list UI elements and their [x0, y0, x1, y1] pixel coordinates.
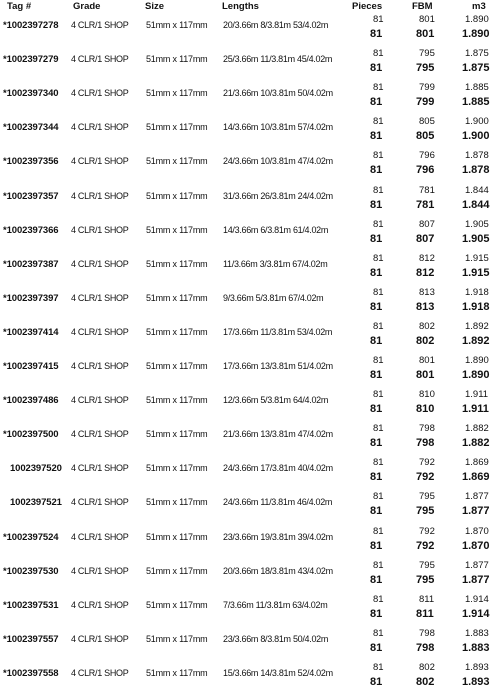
- row-grade: 4 CLR/1 SHOP: [71, 531, 129, 542]
- row-pieces: 81: [373, 355, 384, 366]
- row-fbm-total: 796: [416, 164, 435, 177]
- row-fbm: 795: [419, 559, 435, 571]
- row-fbm-total: 801: [416, 28, 435, 40]
- row-pieces-total: 81: [370, 403, 383, 416]
- header-m3: m3: [472, 1, 486, 12]
- table-row: [0, 150, 499, 184]
- row-fbm-total: 807: [416, 232, 435, 245]
- row-pieces-total: 81: [370, 607, 383, 620]
- row-size: 51mm x 117mm: [146, 292, 208, 303]
- row-fbm: 781: [419, 184, 435, 196]
- row-m3: 1.869: [465, 457, 489, 469]
- row-pieces-total: 81: [370, 96, 383, 109]
- row-grade: 4 CLR/1 SHOP: [71, 326, 129, 337]
- row-m3-total: 1.877: [462, 505, 490, 518]
- row-tag: *1002397531: [3, 599, 59, 611]
- row-fbm: 813: [419, 286, 435, 298]
- row-m3-total: 1.914: [462, 607, 490, 620]
- row-tag: *1002397557: [3, 633, 59, 645]
- row-fbm-total: 810: [416, 403, 435, 416]
- row-tag: *1002397486: [3, 395, 59, 407]
- row-m3-total: 1.844: [462, 198, 490, 211]
- row-grade: 4 CLR/1 SHOP: [71, 361, 129, 371]
- header-pieces: Pieces: [352, 1, 383, 12]
- header-lengths: Lengths: [222, 1, 259, 12]
- row-tag: *1002397357: [3, 190, 59, 202]
- row-lengths: 21/3.66m 13/3.81m 47/4.02m: [223, 429, 333, 440]
- row-pieces: 81: [373, 252, 384, 264]
- row-size: 51mm x 117mm: [146, 599, 208, 610]
- row-pieces: 81: [373, 320, 384, 332]
- row-lengths: 15/3.66m 14/3.81m 52/4.02m: [223, 667, 333, 678]
- row-m3-total: 1.882: [462, 437, 490, 450]
- row-pieces-total: 81: [370, 28, 383, 40]
- table-row: [0, 287, 499, 321]
- row-m3: 1.875: [465, 48, 489, 60]
- row-pieces-total: 81: [370, 675, 383, 688]
- header-fbm: FBM: [412, 1, 433, 12]
- row-grade: 4 CLR/1 SHOP: [71, 599, 129, 610]
- row-lengths: 23/3.66m 8/3.81m 50/4.02m: [223, 633, 329, 644]
- row-fbm-total: 795: [416, 573, 435, 586]
- row-fbm: 801: [419, 14, 435, 25]
- row-tag: *1002397387: [3, 258, 59, 270]
- row-fbm-total: 799: [416, 96, 435, 109]
- row-pieces-total: 81: [370, 539, 383, 552]
- row-pieces-total: 81: [370, 334, 383, 347]
- row-tag: 1002397520: [10, 463, 62, 475]
- row-pieces-total: 81: [370, 573, 383, 586]
- row-pieces: 81: [373, 389, 384, 401]
- row-lengths: 20/3.66m 8/3.81m 53/4.02m: [223, 20, 329, 30]
- row-pieces-total: 81: [370, 198, 383, 211]
- row-m3: 1.844: [465, 184, 489, 196]
- row-m3-total: 1.892: [462, 334, 490, 347]
- row-fbm-total: 795: [416, 505, 435, 518]
- row-lengths: 25/3.66m 11/3.81m 45/4.02m: [223, 54, 333, 65]
- row-lengths: 31/3.66m 26/3.81m 24/4.02m: [223, 190, 333, 201]
- row-pieces-total: 81: [370, 232, 383, 245]
- row-pieces: 81: [373, 116, 384, 128]
- row-fbm-total: 802: [416, 675, 435, 688]
- row-fbm: 802: [419, 320, 435, 332]
- row-m3: 1.918: [465, 286, 489, 298]
- row-lengths: 12/3.66m 5/3.81m 64/4.02m: [223, 395, 329, 406]
- row-pieces-total: 81: [370, 471, 383, 484]
- row-m3-total: 1.878: [462, 164, 490, 177]
- row-grade: 4 CLR/1 SHOP: [71, 54, 129, 65]
- row-m3: 1.892: [465, 320, 489, 332]
- row-pieces-total: 81: [370, 437, 383, 450]
- row-m3: 1.911: [465, 389, 489, 401]
- row-fbm: 795: [419, 491, 435, 503]
- row-fbm-total: 811: [416, 607, 434, 620]
- row-fbm: 795: [419, 48, 435, 60]
- row-m3: 1.890: [465, 14, 489, 25]
- table-row: [0, 82, 499, 116]
- row-m3-total: 1.900: [462, 130, 490, 143]
- row-fbm: 798: [419, 423, 435, 435]
- row-fbm-total: 812: [416, 266, 435, 279]
- row-grade: 4 CLR/1 SHOP: [71, 463, 129, 474]
- row-grade: 4 CLR/1 SHOP: [71, 565, 129, 576]
- row-pieces: 81: [373, 525, 384, 537]
- row-pieces: 81: [373, 593, 384, 605]
- row-fbm: 811: [419, 593, 435, 605]
- row-tag: *1002397344: [3, 122, 59, 134]
- row-pieces: 81: [373, 286, 384, 298]
- row-pieces-total: 81: [370, 300, 383, 313]
- row-pieces: 81: [373, 150, 384, 162]
- header-size: Size: [145, 1, 165, 12]
- row-fbm-total: 813: [416, 300, 435, 313]
- row-tag: *1002397415: [3, 361, 59, 372]
- table-row: [0, 662, 499, 696]
- row-m3-total: 1.877: [462, 573, 490, 586]
- row-m3: 1.905: [465, 218, 489, 230]
- row-grade: 4 CLR/1 SHOP: [71, 20, 129, 30]
- row-m3-total: 1.875: [462, 62, 490, 75]
- row-pieces: 81: [373, 457, 384, 469]
- row-size: 51mm x 117mm: [146, 54, 208, 65]
- row-lengths: 24/3.66m 11/3.81m 46/4.02m: [223, 497, 333, 508]
- table-row: [0, 526, 499, 560]
- row-fbm: 798: [419, 627, 435, 639]
- row-tag: *1002397524: [3, 531, 59, 543]
- row-grade: 4 CLR/1 SHOP: [71, 292, 129, 303]
- row-lengths: 23/3.66m 19/3.81m 39/4.02m: [223, 531, 333, 542]
- row-grade: 4 CLR/1 SHOP: [71, 497, 129, 508]
- row-fbm-total: 792: [416, 539, 435, 552]
- row-lengths: 21/3.66m 10/3.81m 50/4.02m: [223, 88, 333, 99]
- row-lengths: 17/3.66m 11/3.81m 53/4.02m: [223, 326, 333, 337]
- row-grade: 4 CLR/1 SHOP: [71, 395, 129, 406]
- row-lengths: 11/3.66m 3/3.81m 67/4.02m: [223, 258, 328, 269]
- row-m3: 1.885: [465, 82, 489, 94]
- row-tag: *1002397397: [3, 292, 59, 304]
- row-grade: 4 CLR/1 SHOP: [71, 429, 129, 440]
- row-tag: *1002397278: [3, 20, 59, 31]
- row-size: 51mm x 117mm: [146, 88, 208, 99]
- row-pieces: 81: [373, 661, 384, 673]
- row-fbm: 802: [419, 661, 435, 673]
- row-tag: 1002397521: [10, 497, 62, 509]
- row-tag: *1002397414: [3, 326, 59, 338]
- row-fbm: 807: [419, 218, 435, 230]
- row-fbm-total: 781: [416, 198, 435, 211]
- row-fbm: 799: [419, 82, 435, 94]
- row-m3-total: 1.911: [462, 403, 489, 416]
- row-grade: 4 CLR/1 SHOP: [71, 88, 129, 99]
- table-row: [0, 457, 499, 491]
- row-pieces: 81: [373, 627, 384, 639]
- row-pieces-total: 81: [370, 164, 383, 177]
- row-fbm: 810: [419, 389, 435, 401]
- row-m3-total: 1.893: [462, 675, 490, 688]
- row-fbm-total: 798: [416, 641, 435, 654]
- row-fbm: 792: [419, 525, 435, 537]
- table-row: [0, 628, 499, 662]
- row-fbm-total: 802: [416, 334, 435, 347]
- row-size: 51mm x 117mm: [146, 258, 208, 269]
- row-grade: 4 CLR/1 SHOP: [71, 633, 129, 644]
- table-row: [0, 253, 499, 287]
- row-pieces-total: 81: [370, 505, 383, 518]
- row-size: 51mm x 117mm: [146, 497, 208, 508]
- row-fbm: 805: [419, 116, 435, 128]
- row-fbm-total: 798: [416, 437, 435, 450]
- row-tag: *1002397279: [3, 54, 59, 66]
- row-fbm-total: 792: [416, 471, 435, 484]
- table-row: [0, 14, 499, 48]
- row-grade: 4 CLR/1 SHOP: [71, 190, 129, 201]
- row-size: 51mm x 117mm: [146, 190, 208, 201]
- table-row: [0, 355, 499, 389]
- row-size: 51mm x 117mm: [146, 326, 208, 337]
- table-row: [0, 48, 499, 82]
- row-m3: 1.877: [465, 491, 489, 503]
- row-fbm: 796: [419, 150, 435, 162]
- row-pieces: 81: [373, 184, 384, 196]
- row-fbm: 801: [419, 355, 435, 366]
- row-fbm-total: 795: [416, 62, 435, 75]
- row-m3-total: 1.890: [462, 369, 490, 381]
- row-fbm: 792: [419, 457, 435, 469]
- row-pieces-total: 81: [370, 369, 383, 381]
- row-m3: 1.882: [465, 423, 489, 435]
- table-row: [0, 321, 499, 355]
- row-m3: 1.890: [465, 355, 489, 366]
- row-grade: 4 CLR/1 SHOP: [71, 258, 129, 269]
- row-size: 51mm x 117mm: [146, 20, 208, 30]
- row-tag: *1002397340: [3, 88, 59, 100]
- row-m3: 1.914: [465, 593, 489, 605]
- row-m3-total: 1.918: [462, 300, 490, 313]
- table-row: [0, 491, 499, 525]
- table-row: [0, 185, 499, 219]
- row-lengths: 24/3.66m 10/3.81m 47/4.02m: [223, 156, 333, 167]
- row-pieces-total: 81: [370, 641, 383, 654]
- row-tag: *1002397558: [3, 667, 59, 679]
- row-size: 51mm x 117mm: [146, 633, 208, 644]
- row-pieces: 81: [373, 82, 384, 94]
- table-row: [0, 389, 499, 423]
- row-pieces-total: 81: [370, 266, 383, 279]
- row-size: 51mm x 117mm: [146, 565, 208, 576]
- row-lengths: 24/3.66m 17/3.81m 40/4.02m: [223, 463, 333, 474]
- table-row: [0, 116, 499, 150]
- row-lengths: 14/3.66m 6/3.81m 61/4.02m: [223, 224, 329, 235]
- row-pieces: 81: [373, 491, 384, 503]
- row-grade: 4 CLR/1 SHOP: [71, 224, 129, 235]
- row-m3: 1.877: [465, 559, 489, 571]
- row-lengths: 7/3.66m 11/3.81m 63/4.02m: [223, 599, 328, 610]
- row-m3: 1.893: [465, 661, 489, 673]
- row-size: 51mm x 117mm: [146, 463, 208, 474]
- row-m3: 1.870: [465, 525, 489, 537]
- table-row: [0, 423, 499, 457]
- row-size: 51mm x 117mm: [146, 361, 208, 371]
- row-m3-total: 1.885: [462, 96, 490, 109]
- row-lengths: 20/3.66m 18/3.81m 43/4.02m: [223, 565, 333, 576]
- row-size: 51mm x 117mm: [146, 156, 208, 167]
- row-size: 51mm x 117mm: [146, 531, 208, 542]
- row-grade: 4 CLR/1 SHOP: [71, 122, 129, 133]
- row-pieces: 81: [373, 559, 384, 571]
- row-size: 51mm x 117mm: [146, 395, 208, 406]
- table-row: [0, 560, 499, 594]
- row-pieces-total: 81: [370, 130, 383, 143]
- row-pieces: 81: [373, 48, 384, 60]
- row-size: 51mm x 117mm: [146, 429, 208, 440]
- row-tag: *1002397356: [3, 156, 59, 168]
- row-fbm: 812: [419, 252, 435, 264]
- row-m3-total: 1.883: [462, 641, 490, 654]
- row-m3: 1.878: [465, 150, 489, 162]
- row-m3: 1.900: [465, 116, 489, 128]
- row-pieces: 81: [373, 423, 384, 435]
- row-m3-total: 1.915: [462, 266, 490, 279]
- row-pieces: 81: [373, 218, 384, 230]
- row-grade: 4 CLR/1 SHOP: [71, 667, 129, 678]
- row-lengths: 17/3.66m 13/3.81m 51/4.02m: [223, 361, 333, 371]
- table-row: [0, 219, 499, 253]
- row-pieces: 81: [373, 14, 384, 25]
- row-m3-total: 1.870: [462, 539, 490, 552]
- row-m3-total: 1.905: [462, 232, 490, 245]
- row-m3: 1.883: [465, 627, 489, 639]
- row-tag: *1002397530: [3, 565, 59, 577]
- row-fbm-total: 805: [416, 130, 435, 143]
- row-fbm-total: 801: [416, 369, 435, 381]
- header-grade: Grade: [73, 1, 101, 12]
- row-tag: *1002397500: [3, 429, 59, 441]
- row-pieces-total: 81: [370, 62, 383, 75]
- table-row: [0, 594, 499, 628]
- row-m3-total: 1.890: [462, 28, 490, 40]
- row-size: 51mm x 117mm: [146, 224, 208, 235]
- header-tag: Tag #: [7, 1, 32, 12]
- row-tag: *1002397366: [3, 224, 59, 236]
- row-grade: 4 CLR/1 SHOP: [71, 156, 129, 167]
- row-m3: 1.915: [465, 252, 489, 264]
- row-size: 51mm x 117mm: [146, 667, 208, 678]
- row-lengths: 9/3.66m 5/3.81m 67/4.02m: [223, 292, 324, 303]
- row-lengths: 14/3.66m 10/3.81m 57/4.02m: [223, 122, 333, 133]
- row-size: 51mm x 117mm: [146, 122, 208, 133]
- row-m3-total: 1.869: [462, 471, 490, 484]
